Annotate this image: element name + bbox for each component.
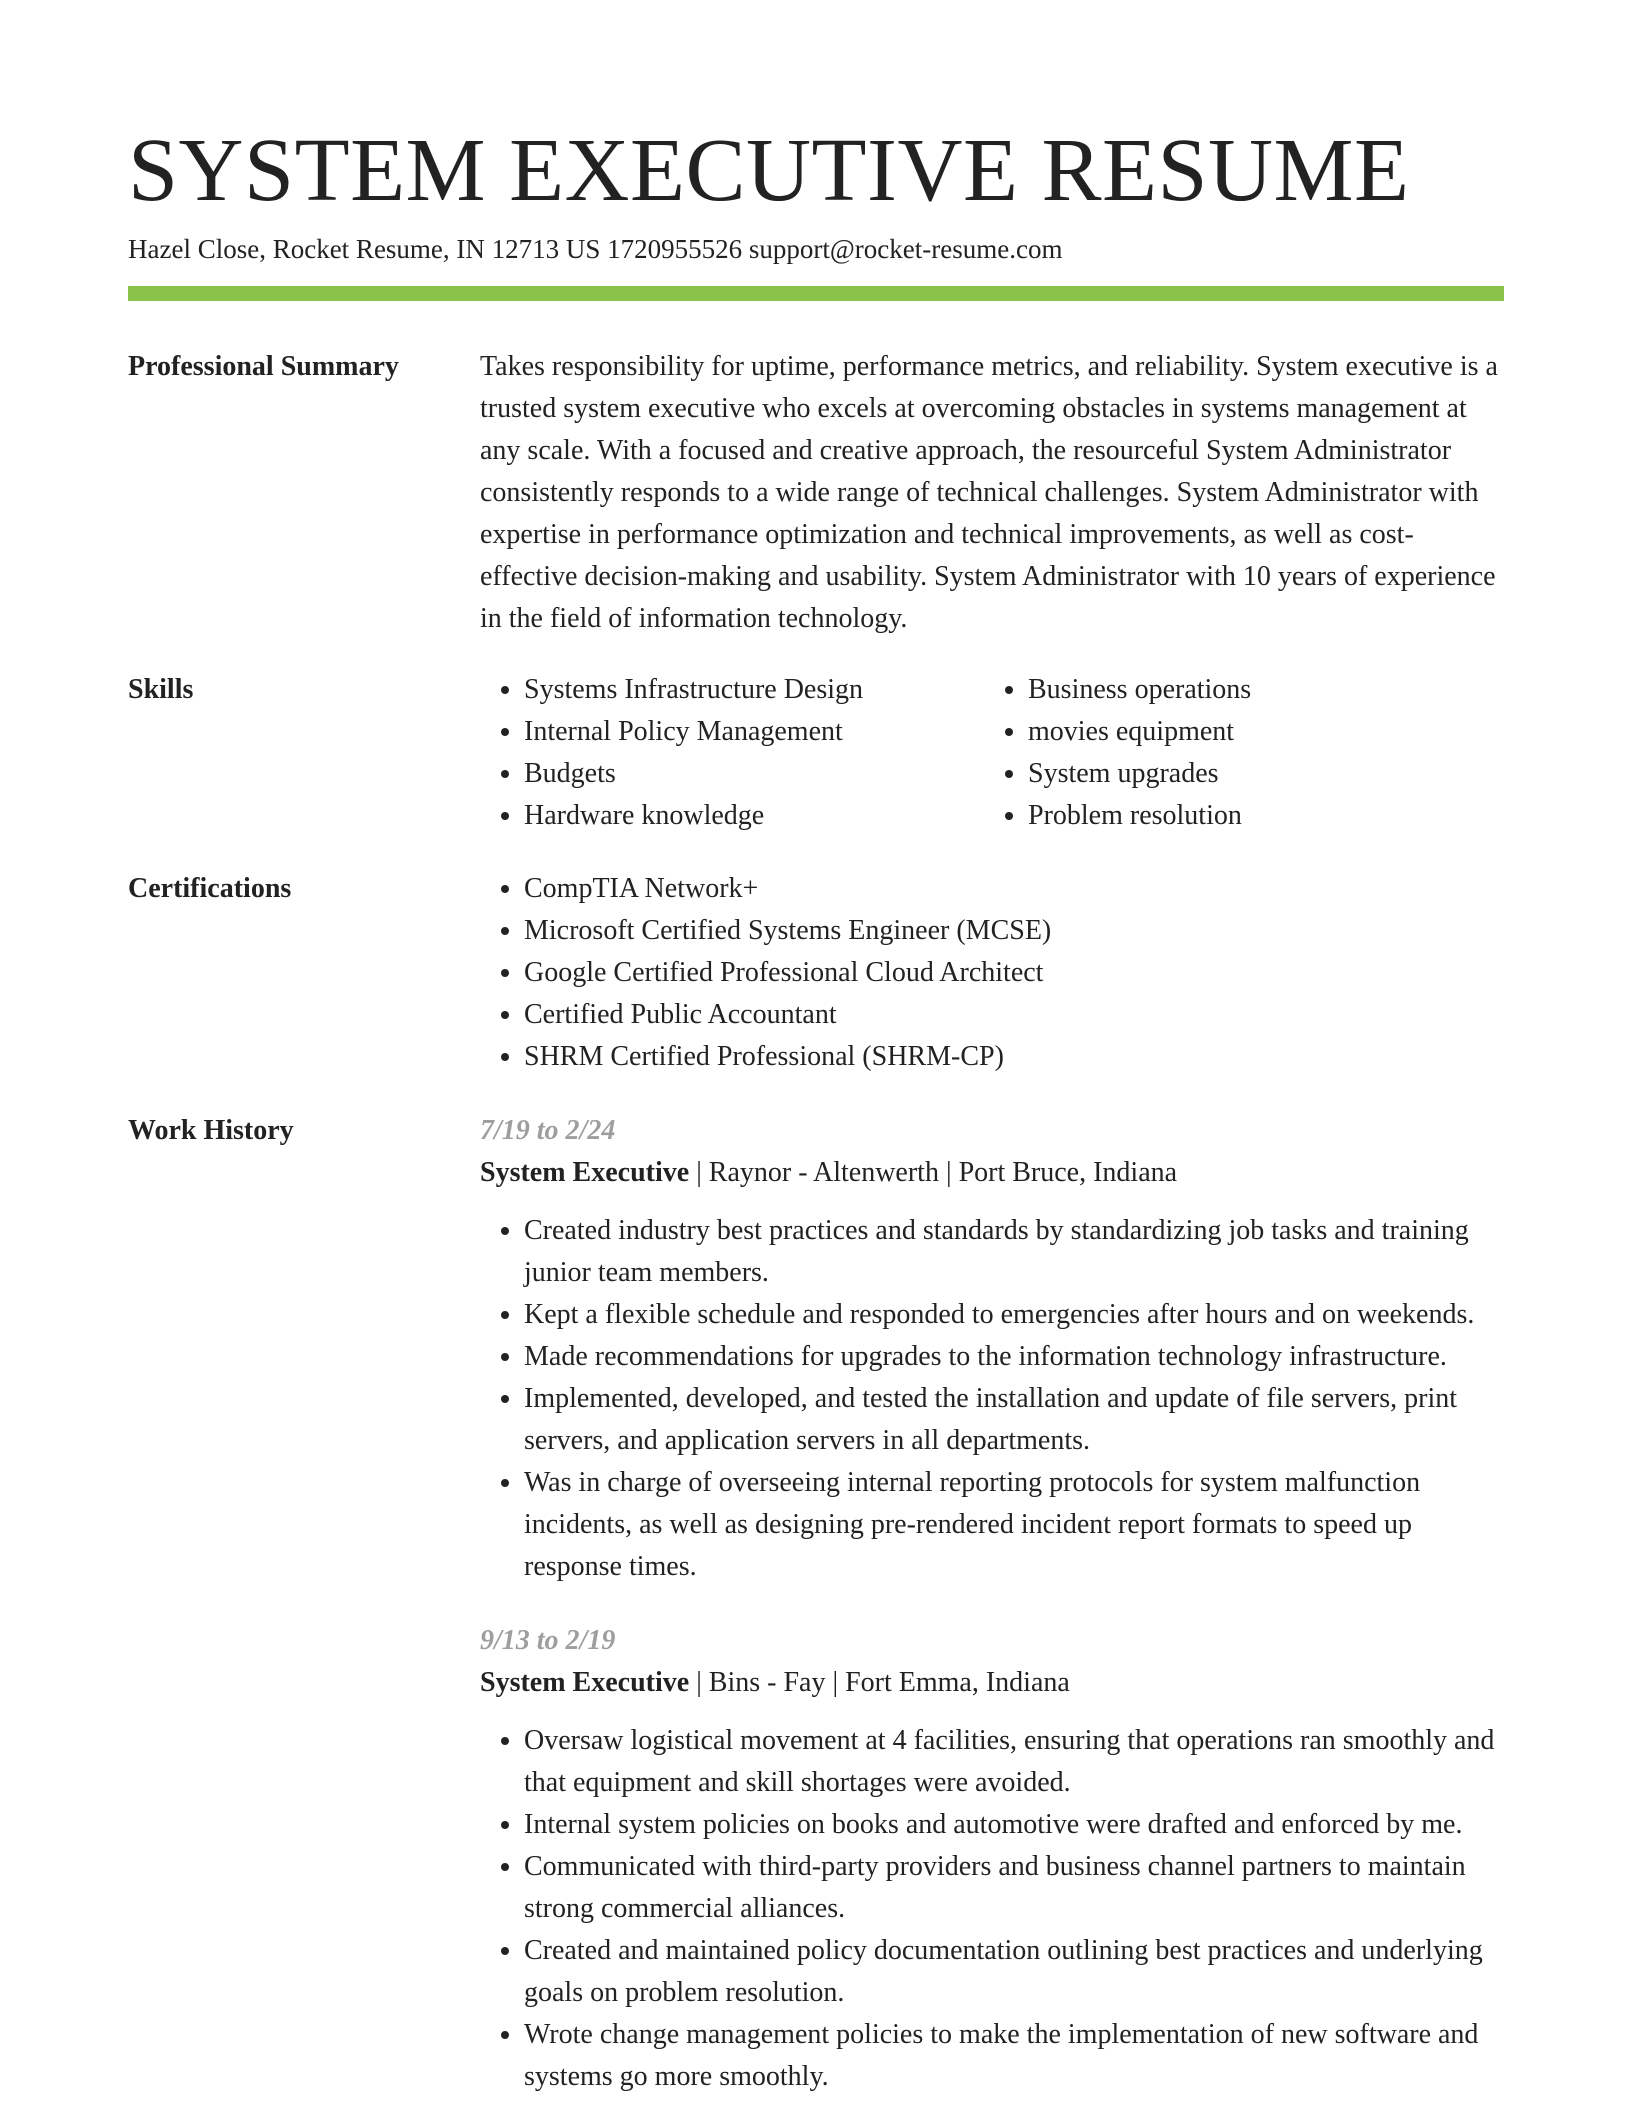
job-title: System Executive xyxy=(480,1157,690,1188)
job-details: | Raynor - Altenwerth | Port Bruce, Indiana xyxy=(689,1157,1178,1188)
job-details: | Bins - Fay | Fort Emma, Indiana xyxy=(689,1667,1070,1698)
skill-item: • Internal Policy Management xyxy=(524,711,984,753)
skills-list-left xyxy=(480,669,984,837)
skills-heading: Skills xyxy=(128,674,194,705)
job-entry xyxy=(480,1620,1504,2098)
certification-item: • SHRM Certified Professional (SHRM-CP) xyxy=(524,1036,1504,1078)
job-title: System Executive xyxy=(480,1667,690,1698)
job-bullet: • Communicated with third-party providers and business channel partners to maintain strong commercial alliances. xyxy=(524,1846,1504,1930)
resume-title: SYSTEM EXECUTIVE RESUME xyxy=(128,121,1410,220)
work-history-heading: Work History xyxy=(128,1115,294,1146)
skill-item: • Hardware knowledge xyxy=(524,795,984,837)
skills-list-right xyxy=(984,669,1528,837)
certifications-section xyxy=(480,868,1504,1078)
skill-item: • Systems Infrastructure Design xyxy=(524,669,984,711)
job-bullet: • Kept a flexible schedule and responded to emergencies after hours and on weekends. xyxy=(524,1294,1504,1336)
job-bullet: • Wrote change management policies to make the implementation of new software and systems go more smoothly. xyxy=(524,2014,1504,2098)
skill-item: • System upgrades xyxy=(1028,753,1528,795)
certification-item: • Google Certified Professional Cloud Architect xyxy=(524,952,1504,994)
job-dates: 9/13 to 2/19 xyxy=(480,1625,616,1656)
summary-section xyxy=(480,346,1504,640)
skill-item: • Problem resolution xyxy=(1028,795,1528,837)
job-entry xyxy=(480,1110,1504,1588)
accent-divider xyxy=(128,286,1504,301)
job-bullet: • Created and maintained policy documentation outlining best practices and underlying goals on problem resolution. xyxy=(524,1930,1504,2014)
summary-heading: Professional Summary xyxy=(128,351,399,382)
contact-line: Hazel Close, Rocket Resume, IN 12713 US 1720955526 support@rocket-resume.com xyxy=(128,234,1063,264)
job-bullet-list xyxy=(480,1210,1504,1588)
job-heading xyxy=(480,1662,1504,1704)
skill-item: • movies equipment xyxy=(1028,711,1528,753)
skill-item: • Business operations xyxy=(1028,669,1528,711)
job-bullet: • Internal system policies on books and automotive were drafted and enforced by me. xyxy=(524,1804,1504,1846)
certifications-heading: Certifications xyxy=(128,873,292,904)
job-bullet: • Created industry best practices and standards by standardizing job tasks and training junior team members. xyxy=(524,1210,1504,1294)
summary-text: Takes responsibility for uptime, performance metrics, and reliability. System executive is a trusted system executive who excels at overcoming obstacles in systems management at any scale. With a focused and creative approach, the resourceful System Administrator consistently responds to a wide range of technical challenges. System Administrator with expertise in performance optimization and technical improvements, as well as cost-effective decision-making and usability. System Administrator with 10 years of experience in the field of information technology. xyxy=(480,351,1498,634)
job-dates: 7/19 to 2/24 xyxy=(480,1115,616,1146)
skill-item: • Budgets xyxy=(524,753,984,795)
certification-item: • Certified Public Accountant xyxy=(524,994,1504,1036)
skills-section xyxy=(480,669,1504,837)
certifications-list xyxy=(480,868,1504,1078)
job-bullet: • Made recommendations for upgrades to the information technology infrastructure. xyxy=(524,1336,1504,1378)
job-bullet: • Was in charge of overseeing internal reporting protocols for system malfunction incidents, as well as designing pre-rendered incident report formats to speed up response times. xyxy=(524,1462,1504,1588)
job-bullet: • Implemented, developed, and tested the installation and update of file servers, print servers, and application servers in all departments. xyxy=(524,1378,1504,1462)
job-heading xyxy=(480,1152,1504,1194)
job-bullet-list xyxy=(480,1720,1504,2098)
job-bullet: • Oversaw logistical movement at 4 facilities, ensuring that operations ran smoothly and that equipment and skill shortages were avoided. xyxy=(524,1720,1504,1804)
certification-item: • Microsoft Certified Systems Engineer (MCSE) xyxy=(524,910,1504,952)
certification-item: • CompTIA Network+ xyxy=(524,868,1504,910)
work-history-section xyxy=(480,1110,1504,2098)
skills-columns xyxy=(480,669,1504,837)
